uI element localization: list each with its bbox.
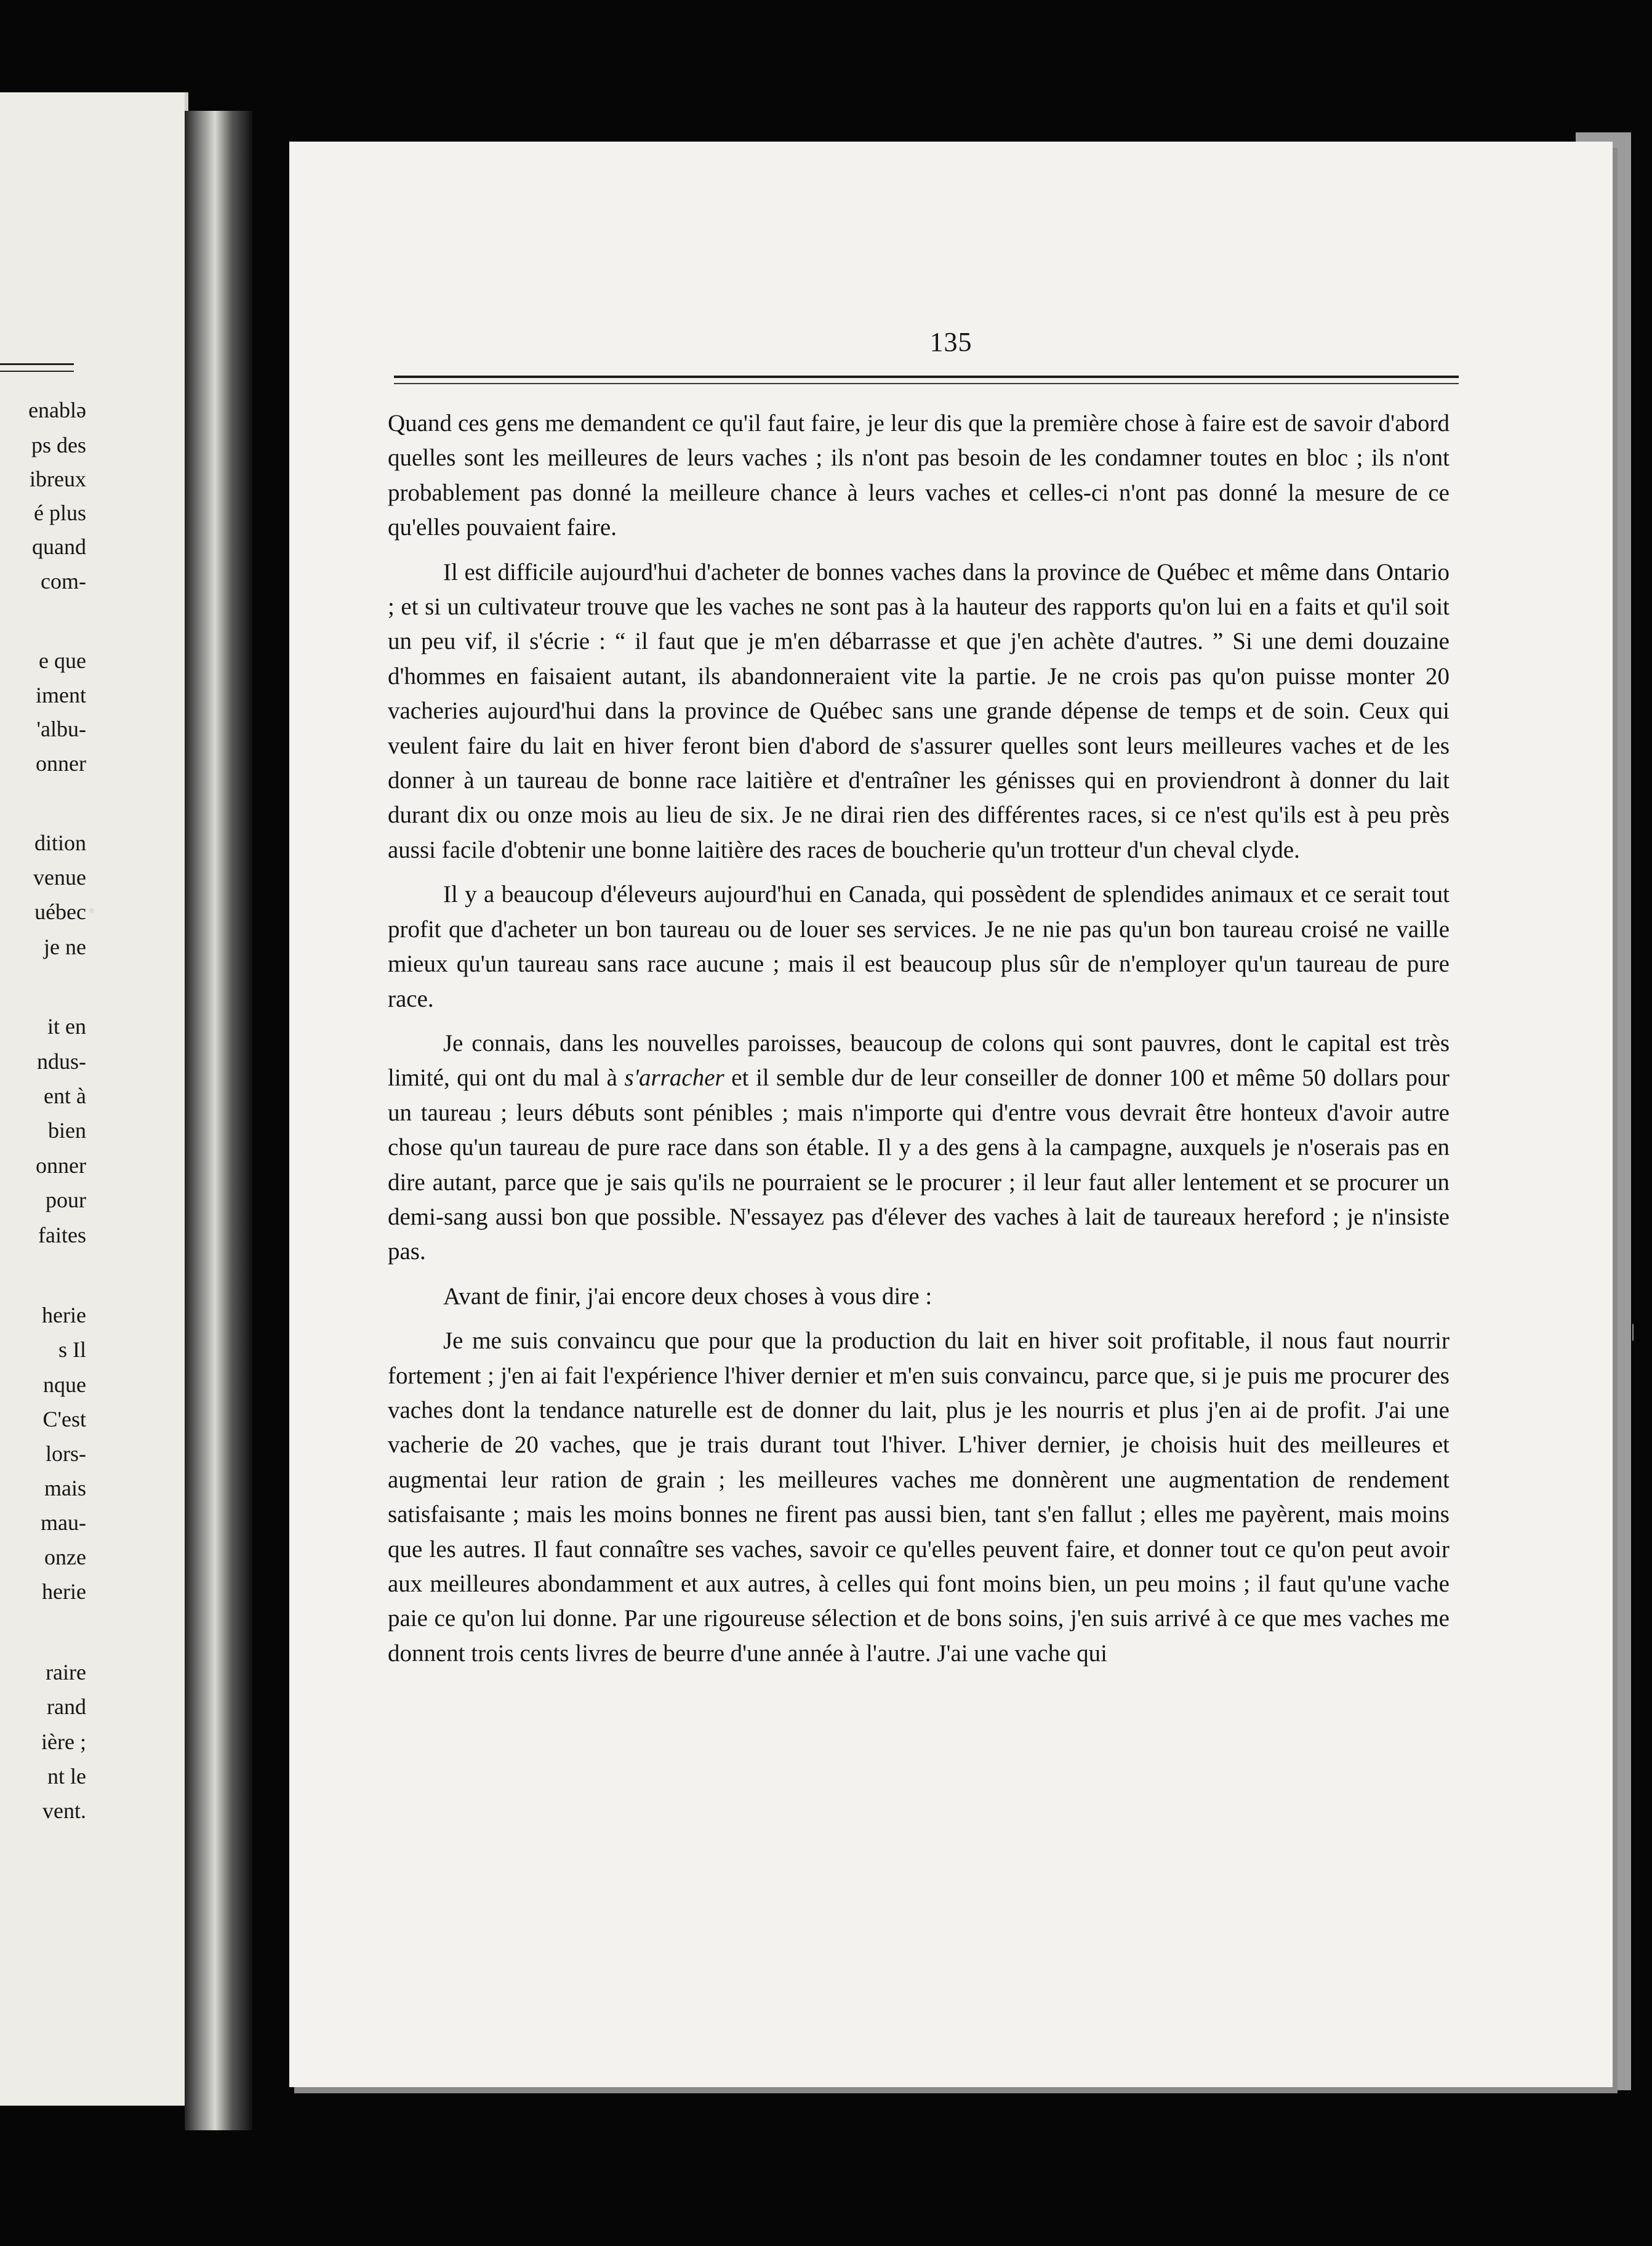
left-fragment: lors- — [46, 1441, 86, 1466]
left-fragment: raire — [46, 1660, 86, 1684]
left-fragment: nt le — [47, 1764, 86, 1789]
left-fragment: vent. — [42, 1798, 86, 1823]
left-fragment: ière ; — [41, 1729, 86, 1754]
left-fragment: e que — [39, 648, 86, 673]
left-fragment: onner — [36, 751, 86, 776]
left-fragment: 'albu- — [36, 717, 86, 741]
paragraph: Il est difficile aujourd'hui d'acheter de bonnes vaches dans la province de Québec et même dans Ontario ; et si un cultivateur trouve que les vaches ne sont pas à la hauteur des rapports qu'on lui en a faits et qu'il soit un peu vif, il s'écrie : “ il faut que je m'en débarrasse et que j'en achète d'autres. ” Si une demi douzaine d'hommes en faisaient autant, ils abandonneraient vite la partie. Je ne crois pas qu'on puisse monter 20 vacheries aujourd'hui dans la province de Québec sans une grande dépense de temps et de soin. Ceux qui veulent faire du lait en hiver feront bien d'abord de s'assurer quelles sont leurs meilleures vaches et de les donner à un taureau de bonne race laitière et d'entraîner les génisses qui en proviendront à donner du lait durant dix ou onze mois au lieu de six. Je ne dirai rien des différentes races, si ce n'est qu'ils est à peu près aussi facile d'obtenir une bonne laitière des races de boucherie qu'un trotteur d'un cheval clyde. — [388, 558, 1450, 863]
left-fragment: pour — [46, 1188, 86, 1212]
left-fragment: ndus- — [37, 1049, 86, 1074]
left-fragment: iment — [36, 683, 86, 707]
header-rule — [394, 376, 1459, 378]
paragraph: Avant de finir, j'ai encore deux choses à vous dire : — [443, 1282, 932, 1310]
left-fragment: onze — [44, 1545, 86, 1569]
right-page — [289, 142, 1613, 2087]
left-fragment: rand — [47, 1694, 86, 1719]
scan-margin-mark: | — [1631, 1321, 1635, 1341]
left-page-text-fragments — [0, 92, 86, 2106]
left-fragment: herie — [42, 1579, 86, 1604]
paragraph: Quand ces gens me demandent ce qu'il faut faire, je leur dis que la première chose à faire est de savoir d'abord quelles sont les meilleures de leurs vaches ; ils n'ont pas besoin de les condamner toutes en bloc ; ils n'ont probablement pas donné la meilleure chance à leurs vaches et celles-ci n'ont pas donné la mesure de ce qu'elles pouvaient faire. — [388, 410, 1450, 541]
header-rule-thin — [394, 383, 1459, 384]
italic-word: s'arracher — [624, 1065, 724, 1092]
left-fragment: s Il — [58, 1337, 86, 1362]
paragraph: Il y a beaucoup d'éleveurs aujourd'hui en Canada, qui possèdent de splendides animaux et ce serait tout profit que d'acheter un bon taureau ou de louer ses services. Je ne nie pas qu'un bon taureau croisé ne vaille mieux qu'un taureau sans race aucune ; mais il est beaucoup plus sûr de n'employer qu'un taureau de pure race. — [388, 881, 1450, 1012]
left-fragment: faites — [38, 1223, 86, 1247]
left-fragment: ps des — [31, 433, 86, 457]
left-fragment: enablə — [28, 398, 86, 422]
page-number: 135 — [929, 327, 972, 357]
left-fragment: herie — [42, 1303, 86, 1327]
left-fragment: it en — [47, 1014, 86, 1039]
paragraph-text: Je connais, dans les nouvelles paroisses, beaucoup de colons qui sont pauvres, dont le capital est très limité, qui ont du mal à — [388, 1029, 1450, 1092]
paragraph: Je me suis convaincu que pour que la production du lait en hiver soit profitable, il nous faut nourrir fortement ; j'en ai fait l'expérience l'hiver dernier et m'en suis convaincu, parce que, si je puis me procurer des vaches dont la tendance naturelle est de donner du lait, plus je les nourris et plus j'en ai de profit. J'ai une vacherie de 20 vaches, que je trais durant tout l'hiver. L'hiver dernier, je choisis huit des meilleures et augmentai leur ration de grain ; les meilleures vaches me donnèrent une augmentation de rendement satisfaisante ; mais les moins bonnes ne firent pas aussi bien, tant s'en fallut ; elles me payèrent, mais moins que les autres. Il faut connaître ses vaches, savoir ce qu'elles peuvent faire, et donner tout ce qu'on peut avoir aux meilleures abondamment et aux autres, à celles qui font moins bien, un peu moins ; il faut qu'une vache paie ce qu'on lui donne. Par une rigoureuse sélection et de bons soins, j'en suis arrivé à ce que mes vaches me donnent trois cents livres de beurre d'une année à l'autre. J'ai une vache qui — [388, 1327, 1450, 1667]
left-fragment: ibreux — [30, 467, 86, 491]
paragraph-text: et il semble dur de leur conseiller de donner 100 et même 50 dollars pour un taureau ; leurs débuts sont pénibles ; mais n'importe qui d'entre vous devrait être honteux d'avoir autre chose qu'un taureau de pure race dans son étable. Il y a des gens à la campagne, auxquels je n'oserais pas en dire autant, parce que je sais qu'ils ne pourraient se le procurer ; il leur faut aller lentement et se procurer un demi-sang aussi bon que possible. N'essayez pas d'élever des vaches à lait de taureaux hereford ; je n'insiste pas. — [388, 1065, 1450, 1265]
left-fragment: onner — [36, 1153, 86, 1178]
scan-speck — [89, 908, 94, 913]
left-fragment: uébec — [34, 900, 86, 924]
left-fragment: je ne — [44, 935, 86, 959]
page-body — [388, 406, 1450, 1681]
left-fragment: bien — [48, 1118, 86, 1143]
left-fragment: ent à — [44, 1084, 86, 1108]
book-gutter — [185, 111, 252, 2130]
left-fragment: nque — [43, 1372, 86, 1397]
paragraph — [388, 1026, 1450, 1270]
left-fragment: venue — [33, 865, 86, 890]
left-fragment: mau- — [41, 1510, 86, 1535]
left-fragment: quand — [32, 534, 86, 559]
left-fragment: com- — [41, 569, 86, 594]
left-fragment: C'est — [42, 1407, 86, 1431]
left-fragment: dition — [34, 831, 86, 855]
left-fragment: mais — [44, 1476, 86, 1500]
left-facing-page — [0, 92, 188, 2106]
left-fragment: é plus — [34, 501, 86, 525]
